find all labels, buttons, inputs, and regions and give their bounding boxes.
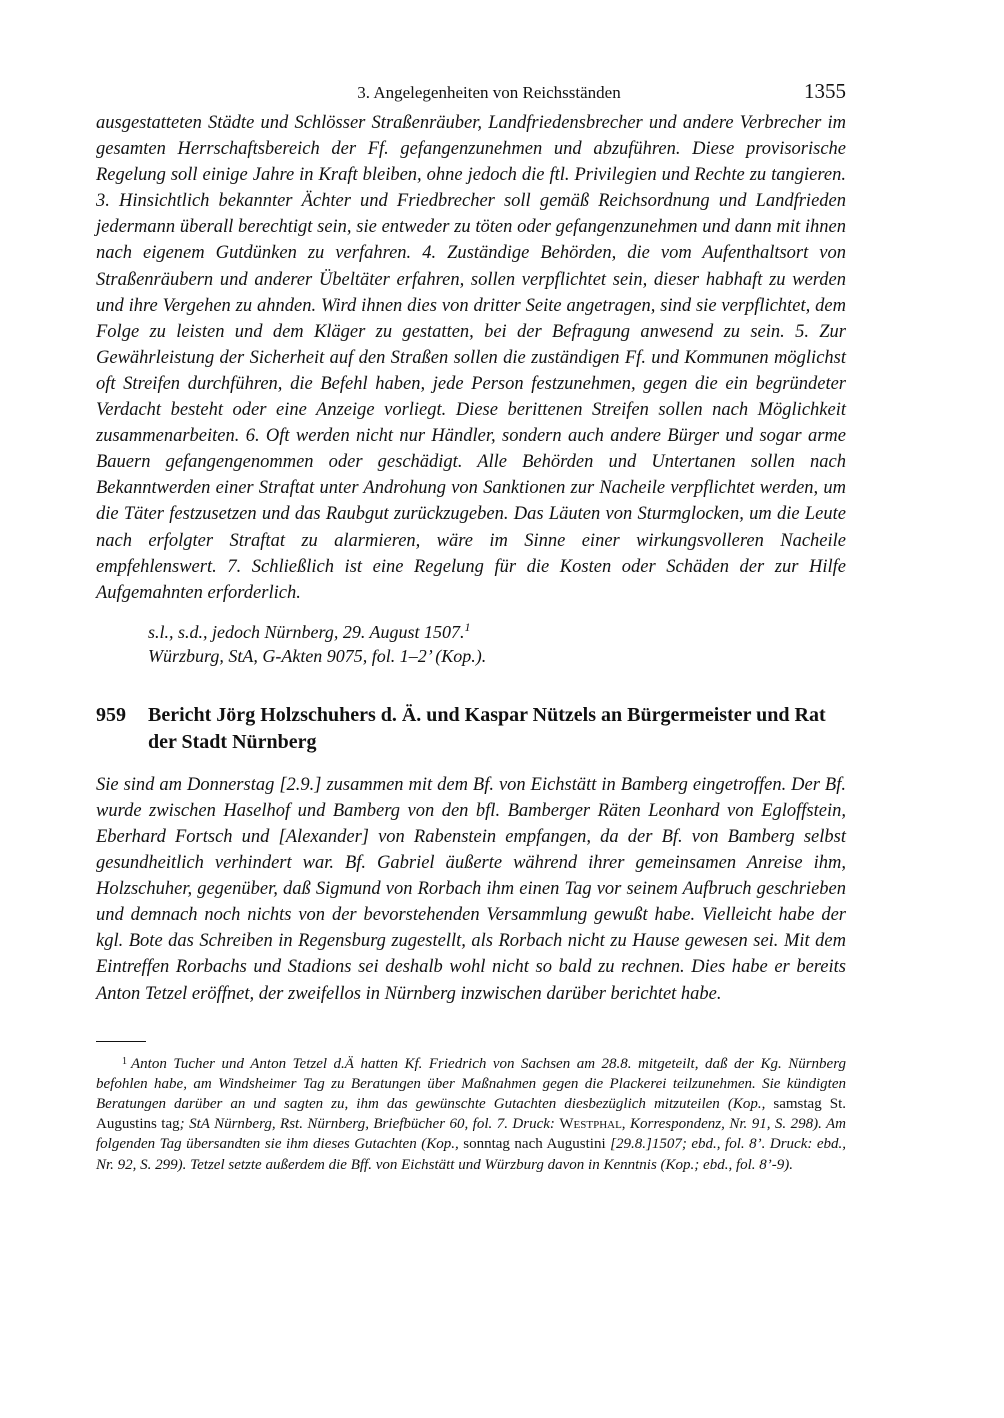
footnote-source-quote-2: sonntag nach Augustini bbox=[463, 1136, 606, 1153]
continued-paragraph: ausgestatteten Städte und Schlösser Straßenräuber, Landfriedensbrecher und andere Verbrecher im gesamten Herrschaftsbereich der Ff. gefangenzunehmen und abzuführen. Diese provisorische Regelung soll einige Jahre in Kraft bleiben, ohne jedoch die ftl. Privilegien und Rechte zu tangieren. 3. Hinsichtlich bekannter Ächter und Friedbrecher soll gemäß Reichsordnung und Landfrieden jedermann überall berechtigt sein, sie entweder zu töten oder gefangenzunehmen und dann mit ihnen nach eigenem Gutdünken zu verfahren. 4. Zuständige Behörden, die vom Aufenthaltsort von Straßenräubern und anderer Übeltäter erfahren, sollen verpflichtet sein, dieser habhaft zu werden und ihre Vergehen zu ahnden. Wird ihnen dies von dritter Seite angetragen, sind sie verpflichtet, dem Folge zu leisten und dem Kläger zu gestatten, bei der Befragung anwesend zu sein. 5. Zur Gewährleistung der Sicherheit auf den Straßen sollen die zuständigen Ff. und Kommunen möglichst oft Streifen durchführen, die Befehl haben, jede Person festzunehmen, gegen die ein begründeter Verdacht besteht oder eine Anzeige vorliegt. Diese berittenen Streifen sollen nach Möglichkeit zusammenarbeiten. 6. Oft werden nicht nur Händler, sondern auch andere Bürger und sogar arme Bauern gefangengenommen oder geschädigt. Alle Behörden und Untertanen sollen nach Bekanntwerden einer Straftat unter Androhung von Sanktionen zur Nacheile verpflichtet werden, um die Täter festzusetzen und das Raubgut zurückzugeben. Das Läuten von Sturmglocken, um die Leute nach erfolgter Straftat zu alarmieren, wäre im Sinne einer wirkungsvolleren Nacheile empfehlenswert. 7. Schließlich ist eine Regelung für die Kosten oder Schäden der zur Hilfe Aufgemahnten erforderlich. bbox=[96, 113, 846, 603]
archive-line: Würzburg, StA, G-Akten 9075, fol. 1–2’ (Kop.). bbox=[148, 645, 487, 666]
dating-text: s.l., s.d., jedoch Nürnberg, 29. August 1507. bbox=[148, 621, 465, 642]
running-title: 3. Angelegenheiten von Reichsständen bbox=[357, 83, 621, 102]
footnote-text-4: [29.8.]1507; ebd., fol. 8’. Druck: ebd., Nr. 92, S. 299). Tetzel setzte außerdem die Bff. von Eichstätt und Würzburg davon in Kenntnis (Kop.; ebd., fol. 8’-9). bbox=[96, 1136, 847, 1173]
document-heading bbox=[96, 702, 846, 756]
footnote-text-2: ; StA Nürnberg, Rst. Nürnberg, Briefbücher 60, fol. 7. Druck: bbox=[179, 1116, 555, 1133]
dating-line bbox=[148, 620, 846, 644]
dating-block bbox=[148, 620, 846, 668]
footnote-source-quote-1: samstag St. Augustins tag bbox=[96, 1096, 847, 1133]
document-summary: Sie sind am Donnerstag [2.9.] zusammen mit dem Bf. von Eichstätt in Bamberg eingetroffen. Der Bf. wurde zwischen Haselhof und Bamberg von den bfl. Bamberger Räten Leonhard von Egloffstein, Eberhard Fortsch und [Alexander] von Rabenstein empfangen, da der Bf. von Bamberg selbst gesundheitlich verhindert war. Bf. Gabriel äußerte während ihrer gemeinsamen Anreise ihm, Holzschuher, gegenüber, daß Sigmund von Rorbach ihm einen Tag vor seinem Aufbruch geschrieben und demnach noch nichts von der bevorstehenden Versammlung gewußt habe. Vielleicht habe der kgl. Bote das Schreiben in Regensburg zugestellt, als Rorbach nicht zu Hause gewesen sei. Mit dem Eintreffen Rorbachs und Stadions sei deshalb wohl nicht so bald zu rechnen. Dies habe er bereits Anton Tetzel eröffnet, der zweifellos in Nürnberg inzwischen darüber berichtet habe. bbox=[96, 774, 846, 1004]
page-number: 1355 bbox=[804, 79, 846, 103]
footnote-divider bbox=[96, 1041, 146, 1042]
footnote bbox=[96, 1052, 846, 1175]
footnote-mark: 1 bbox=[122, 1055, 127, 1067]
document-page bbox=[96, 78, 846, 1175]
document-number: 959 bbox=[96, 703, 126, 726]
footnote-reference[interactable]: 1 bbox=[464, 619, 471, 634]
footnote-text-3: Korrespondenz, Nr. 91, S. 298). Am folgenden Tag übersandten sie ihm dieses Gutachten (Kop., bbox=[96, 1116, 847, 1153]
footnote-text-1: Anton Tucher und Anton Tetzel d.Ä hatten Kf. Friedrich von Sachsen am 28.8. mitgeteilt, daß der Kg. Nürnberg befohlen habe, am Windsheimer Tag zu Beratungen über Maßnahmen gegen die Plackerei teilzunehmen. Sie kündigten Beratungen darüber an und sagten zu, ihm das gewünschte Gutachten diesbezüglich mitzuteilen (Kop., bbox=[96, 1055, 846, 1113]
document-title: Bericht Jörg Holzschuhers d. Ä. und Kaspar Nützels an Bürgermeister und Rat der Stadt Nürnberg bbox=[148, 703, 826, 753]
footnote-author: Westphal, bbox=[559, 1116, 626, 1133]
running-header bbox=[96, 78, 846, 108]
